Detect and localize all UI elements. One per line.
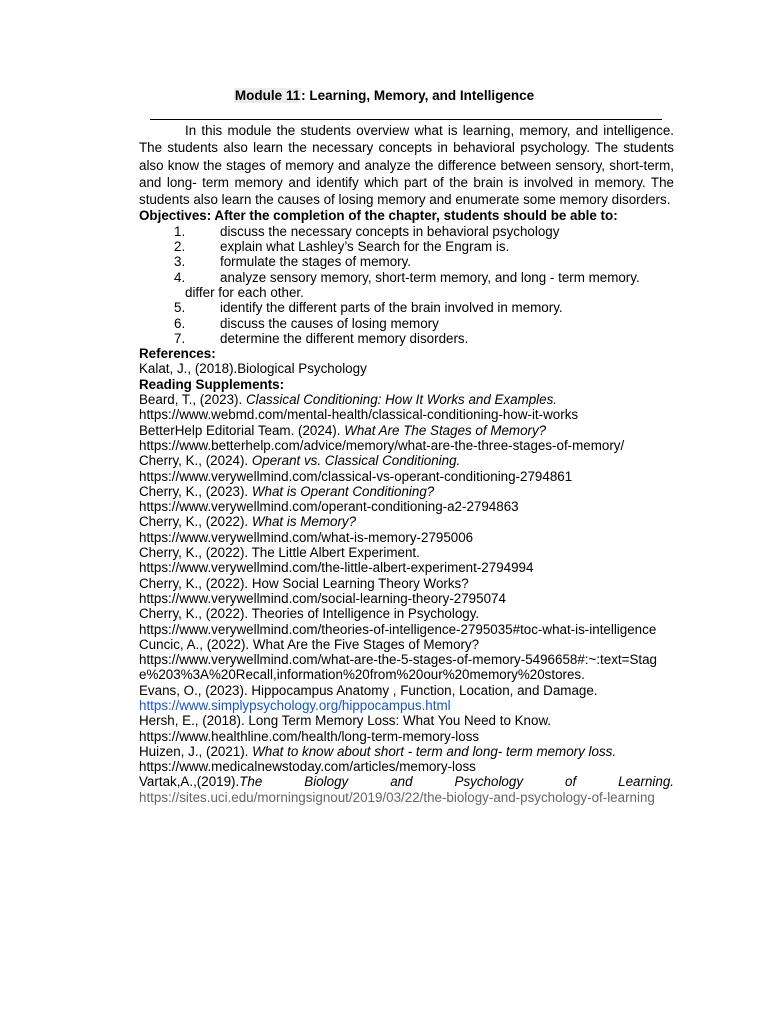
document-body: [139, 122, 674, 805]
entry-url[interactable]: https://www.verywellmind.com/what-are-the-5-stages-of-memory-5496658#:~:text=Stage%203%3A%20Recall,information%20from%20our%20memory%20stores.: [139, 652, 657, 683]
entry-title: Classical Conditioning: How It Works and Examples.: [245, 392, 558, 408]
objective-item: [139, 224, 674, 239]
supplement-entry: [139, 545, 674, 576]
supplement-entry: [139, 392, 674, 423]
entry-author: Hersh, E., (2018). Long Term Memory Loss: What You Need to Know.: [139, 713, 552, 729]
reference-entry: Kalat, J., (2018).Biological Psychology: [139, 361, 367, 377]
objective-number: 3.: [174, 254, 186, 270]
entry-title-word: and: [390, 774, 413, 790]
supplement-entry: [139, 453, 674, 484]
entry-url[interactable]: https://www.verywellmind.com/what-is-memory-2795006: [139, 529, 474, 545]
objective-text: determine the different memory disorders.: [220, 330, 469, 346]
supplement-entry: [139, 484, 674, 515]
module-title: : Learning, Memory, and Intelligence: [301, 88, 535, 103]
supplement-entry: [139, 774, 674, 805]
entry-url[interactable]: https://www.webmd.com/mental-health/classical-conditioning-how-it-works: [139, 407, 579, 423]
entry-author: Cherry, K., (2023).: [139, 483, 252, 499]
references-heading: References:: [139, 346, 216, 362]
objective-number: 4.: [174, 269, 186, 285]
objectives-heading: Objectives: After the completion of the chapter, students should be able to:: [139, 208, 618, 224]
entry-author: BetterHelp Editorial Team. (2024).: [139, 422, 345, 438]
entry-url[interactable]: https://www.healthline.com/health/long-term-memory-loss: [139, 728, 480, 744]
supplement-entry: [139, 514, 674, 545]
objective-continuation: differ for each other.: [185, 284, 304, 300]
entry-author: Cherry, K., (2022). Theories of Intelligence in Psychology.: [139, 606, 480, 622]
objective-number: 2.: [174, 239, 186, 255]
entry-title-word: The: [239, 774, 263, 790]
supplement-entry: [139, 637, 674, 683]
supplements-heading: Reading Supplements:: [139, 376, 285, 392]
entry-url[interactable]: https://www.medicalnewstoday.com/articles/memory-loss: [139, 759, 476, 775]
entry-title-word: Learning.: [618, 774, 674, 790]
entry-url[interactable]: https://sites.uci.edu/morningsignout/2019/03/22/the-biology-and-psychology-of-learning: [139, 789, 655, 805]
objective-number: 1.: [174, 223, 186, 239]
objective-item: [139, 316, 674, 331]
entry-url[interactable]: https://www.verywellmind.com/classical-vs-operant-conditioning-2794861: [139, 468, 573, 484]
entry-url[interactable]: https://www.verywellmind.com/theories-of-intelligence-2795035#toc-what-is-intelligence: [139, 621, 657, 637]
entry-author: Beard, T., (2023).: [139, 392, 246, 408]
supplement-entry: [139, 606, 674, 637]
objective-text: identify the different parts of the brain involved in memory.: [220, 300, 563, 316]
entry-title: Operant vs. Classical Conditioning.: [251, 453, 461, 469]
entry-title: What to know about short - term and long- term memory loss.: [252, 743, 617, 759]
entry-author: Vartak,A.,(2019).: [139, 774, 240, 790]
objective-item: [139, 239, 674, 254]
objective-text: formulate the stages of memory.: [220, 254, 412, 270]
entry-author: Evans, O., (2023). Hippocampus Anatomy , Function, Location, and Damage.: [139, 682, 598, 698]
module-label: Module 11: [234, 88, 301, 103]
entry-title: What is Operant Conditioning?: [251, 483, 435, 499]
objective-text: discuss the causes of losing memory: [220, 315, 439, 331]
entry-author: Cuncic, A., (2022). What Are the Five Stages of Memory?: [139, 636, 480, 652]
objective-number: 5.: [174, 300, 186, 316]
entry-author: Cherry, K., (2024).: [139, 453, 252, 469]
entry-title-word: Psychology: [454, 774, 524, 790]
entry-url[interactable]: https://www.verywellmind.com/operant-conditioning-a2-2794863: [139, 499, 519, 515]
supplement-entry: [139, 423, 674, 454]
page-title: [0, 87, 768, 105]
supplement-entry: [139, 683, 674, 714]
entry-author: Cherry, K., (2022).: [139, 514, 252, 530]
objective-text: explain what Lashley’s Search for the Engram is.: [220, 239, 510, 255]
objectives-list: [139, 224, 674, 346]
entry-title-word: Biology: [304, 774, 349, 790]
supplement-entry: [139, 744, 674, 775]
supplement-entry: [139, 713, 674, 744]
entry-url[interactable]: https://www.simplypsychology.org/hippocampus.html: [139, 697, 451, 713]
objective-item: [139, 254, 674, 269]
entry-title: What is Memory?: [251, 514, 357, 530]
objective-item: [139, 300, 674, 315]
entry-author: Cherry, K., (2022). The Little Albert Experiment.: [139, 545, 420, 561]
entry-author: Cherry, K., (2022). How Social Learning Theory Works?: [139, 575, 469, 591]
entry-title-word: of: [565, 774, 577, 790]
entry-url[interactable]: https://www.verywellmind.com/social-learning-theory-2795074: [139, 590, 506, 606]
objective-text: analyze sensory memory, short-term memory, and long - term memory.: [220, 269, 640, 285]
title-underline: [150, 119, 662, 120]
objective-text: discuss the necessary concepts in behavioral psychology: [220, 223, 560, 239]
entry-author: Huizen, J., (2021).: [139, 743, 253, 759]
entry-url[interactable]: https://www.verywellmind.com/the-little-albert-experiment-2794994: [139, 560, 534, 576]
intro-paragraph: In this module the students overview what is learning, memory, and intelligence. The students also learn the necessary concepts in behavioral psychology. The students also know the stages of memory and analyze the difference between sensory, short-term, and long- term memory and identify which part of the brain is involved in memory. The students also learn the causes of losing memory and enumerate some memory disorders.: [139, 123, 674, 208]
objective-item: [139, 270, 674, 285]
supplement-entry: [139, 576, 674, 607]
objective-number: 7.: [174, 330, 186, 346]
entry-justified-line: [139, 774, 674, 789]
entry-url[interactable]: https://www.betterhelp.com/advice/memory/what-are-the-three-stages-of-memory/: [139, 437, 625, 453]
objective-number: 6.: [174, 315, 186, 331]
objective-item: [139, 331, 674, 346]
entry-title: What Are The Stages of Memory?: [344, 422, 547, 438]
